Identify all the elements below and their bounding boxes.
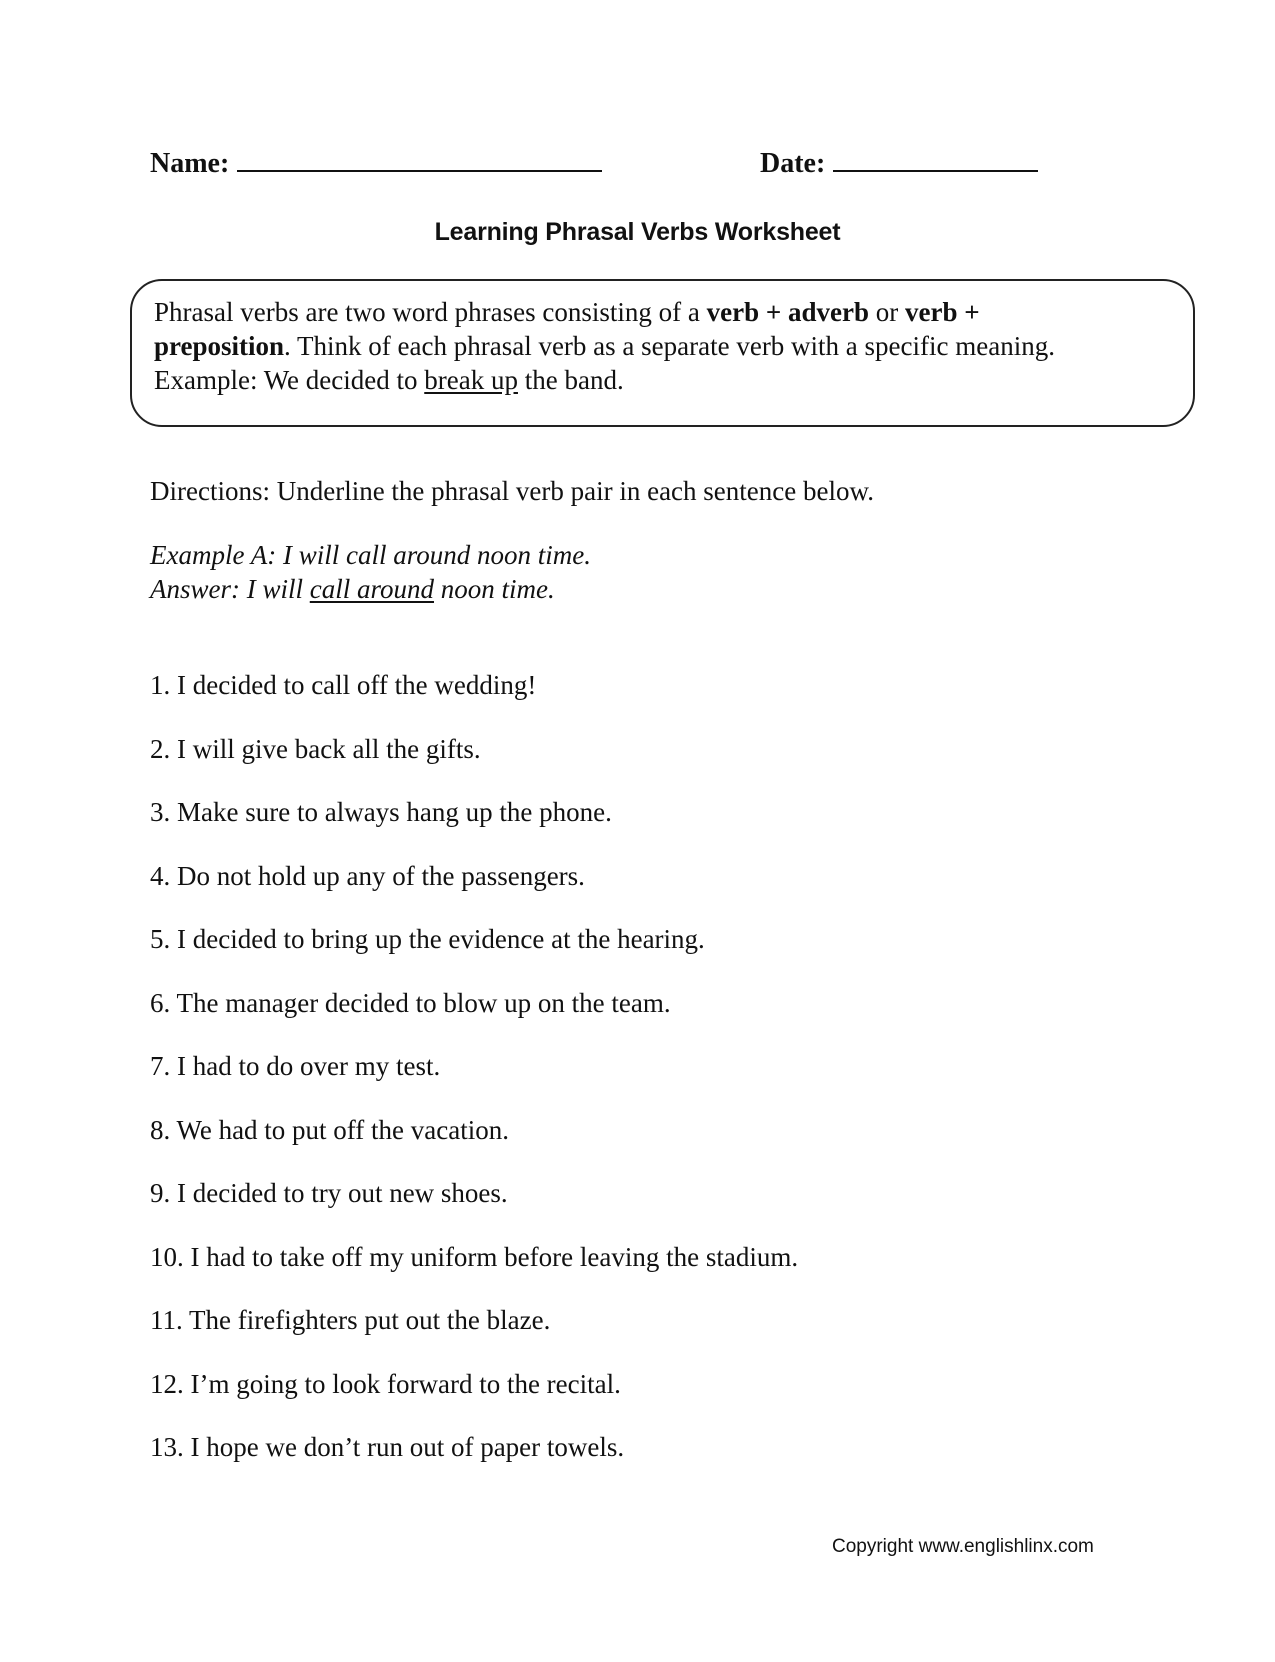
header-row (150, 144, 1050, 184)
question-item[interactable]: 2. I will give back all the gifts. (150, 733, 481, 764)
intro-text: Phrasal verbs are two word phrases consisting of a (154, 297, 707, 327)
question-item[interactable]: 6. The manager decided to blow up on the team. (150, 987, 671, 1018)
answer-underlined: call around (309, 574, 434, 604)
question-item[interactable]: 1. I decided to call off the wedding! (150, 670, 537, 700)
page-title: Learning Phrasal Verbs Worksheet (434, 218, 841, 246)
example-line: Example A: I will call around noon time. (150, 540, 591, 570)
intro-text: the band. (517, 365, 624, 395)
intro-bold-term: preposition (154, 331, 285, 361)
question-item[interactable]: 3. Make sure to always hang up the phone. (150, 797, 612, 827)
question-item[interactable]: 10. I had to take off my uniform before leaving the stadium. (150, 1241, 799, 1272)
intro-bold-term: verb + adverb (706, 297, 869, 327)
answer-text: noon time. (434, 574, 555, 604)
question-list (150, 668, 798, 1494)
question-item[interactable]: 4. Do not hold up any of the passengers. (150, 860, 585, 891)
intro-box (130, 279, 1195, 427)
intro-bold-term: verb + (905, 297, 980, 327)
question-item[interactable]: 5. I decided to bring up the evidence at the hearing. (150, 924, 705, 954)
question-item[interactable]: 8. We had to put off the vacation. (150, 1114, 509, 1145)
intro-line-3 (154, 363, 1171, 397)
intro-text: . Think of each phrasal verb as a separate verb with a specific meaning. (284, 331, 1055, 361)
answer-line (150, 572, 591, 606)
question-item[interactable]: 7. I had to do over my test. (150, 1051, 441, 1081)
intro-text: Example: We decided to (154, 365, 425, 395)
question-item[interactable]: 13. I hope we don’t run out of paper towels. (150, 1432, 625, 1462)
intro-underlined-example: break up (424, 365, 518, 395)
intro-line-1 (154, 295, 1171, 329)
date-field[interactable] (760, 144, 1038, 180)
question-item[interactable]: 12. I’m going to look forward to the recital. (150, 1368, 621, 1399)
name-field[interactable] (150, 144, 602, 180)
name-label: Name: (150, 148, 230, 179)
directions: Directions: Underline the phrasal verb pair in each sentence below. (150, 476, 874, 506)
copyright-footer: Copyright www.englishlinx.com (832, 1536, 1094, 1557)
question-item[interactable]: 9. I decided to try out new shoes. (150, 1178, 508, 1208)
date-blank-line[interactable] (833, 144, 1038, 172)
name-blank-line[interactable] (237, 144, 602, 172)
intro-line-2 (154, 329, 1171, 363)
answer-text: Answer: I will (150, 574, 310, 604)
date-label: Date: (760, 148, 826, 179)
question-item[interactable]: 11. The firefighters put out the blaze. (150, 1305, 551, 1335)
intro-text: or (869, 297, 905, 327)
example-block (150, 538, 591, 606)
